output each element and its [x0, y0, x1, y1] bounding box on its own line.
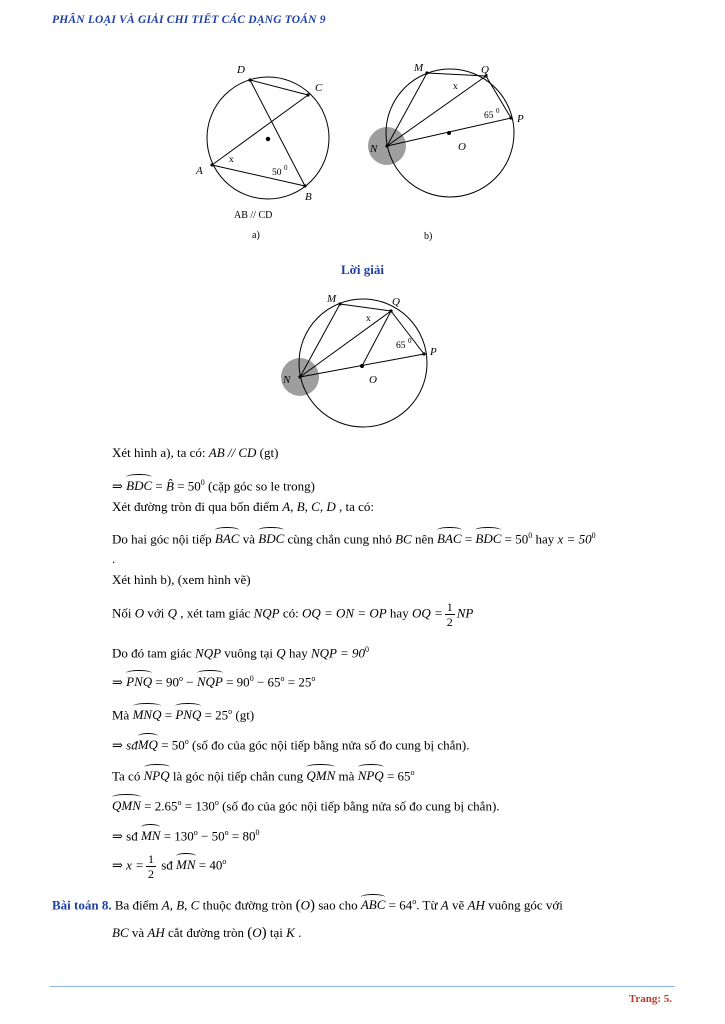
angle-label-s: 65 — [396, 341, 406, 351]
solution-title: Lời giải — [341, 262, 384, 277]
circle-s — [299, 299, 427, 427]
label-q-s: Q — [392, 296, 400, 308]
label-o-s: O — [369, 374, 377, 386]
label-x-a: x — [229, 155, 234, 165]
label-a: A — [196, 165, 203, 177]
label-x-s: x — [366, 314, 371, 324]
angle-deg-s: 0 — [408, 337, 412, 345]
sol-line-11: ⇒ sđMQ = $50^o$ (số đo của góc nội tiếp bằng nửa số đo cung bị chắn). — [112, 737, 470, 753]
sol-line-1: Xét hình a), ta có: AB // CD (gt) — [112, 445, 279, 460]
sol-line-13: QMN = $2.65^o = 130^o$ (số đo của góc nội tiếp bằng nửa số đo cung bị chắn). — [112, 798, 500, 814]
sol-line-9: ⇒ PNQ = $90^o$ − NQP = $90^0 - 65^o = 25^o$ — [112, 674, 316, 690]
page-header: PHÂN LOẠI VÀ GIẢI CHI TIẾT CÁC DẠNG TOÁN 9 — [52, 14, 326, 26]
sol-line-10: Mà MNQ = PNQ = $25^o$ (gt) — [112, 707, 255, 723]
footer-divider — [50, 986, 675, 987]
label-n-b: N — [370, 143, 378, 155]
label-n-s: N — [283, 374, 291, 386]
label-c: C — [315, 82, 323, 94]
label-p-b: P — [517, 113, 524, 125]
problem-8-line-2: BC và AH cắt đường tròn (O) tại K . — [112, 925, 302, 941]
label-q-b: Q — [481, 64, 489, 76]
sol-line-5: . — [112, 551, 116, 566]
sol-line-2: ⇒ BDC = B̂ = $50^0$ (cặp góc so le trong) — [112, 478, 315, 494]
sol-line-6: Xét hình b), (xem hình vẽ) — [112, 572, 251, 587]
label-x-b: x — [453, 82, 458, 92]
problem-lead: Bài toán 8. — [52, 897, 112, 913]
label-b: B — [305, 191, 312, 203]
sol-line-7: Nối O với Q , xét tam giác NQP có: OQ = ON = OP hay OQ = $\frac{1}{2}$ NP — [112, 600, 474, 629]
sol-line-14: ⇒ sđ MN = $130^o - 50^o = 80^0$ — [112, 828, 260, 844]
label-d: D — [237, 64, 245, 76]
sol-line-3: Xét đường tròn đi qua bốn điểm A, B, C, D , ta có: — [112, 499, 374, 514]
sol-line-8: Do đó tam giác NQP vuông tại Q hay NQP = $90^0$ — [112, 645, 370, 661]
label-p-s: P — [430, 346, 437, 358]
label-o-b: O — [458, 141, 466, 153]
segment-mq-s — [340, 304, 391, 311]
sol-line-12: Ta có NPQ là góc nội tiếp chắn cung QMN mà NPQ = $65^o$ — [112, 768, 415, 784]
label-m-b: M — [414, 62, 424, 74]
sol-line-4: Do hai góc nội tiếp BAC và BDC cùng chắn cung nhỏ BC nên BAC = BDC = $50^0$ hay $x = 50^0$ — [112, 531, 596, 547]
note-parallel: AB // CD — [234, 210, 273, 221]
angle-deg-b: 0 — [496, 107, 500, 115]
caption-a: a) — [252, 230, 260, 241]
angle-deg-a: 0 — [284, 164, 288, 172]
problem-8-line-1: Bài toán 8. Ba điểm A, B, C thuộc đường tròn (O) sao cho ABC = $64^o$. Từ A vẽ AH vuông góc với — [52, 897, 563, 914]
caption-b: b) — [424, 231, 433, 242]
angle-label-a: 50 — [272, 168, 282, 178]
sol-line-15: ⇒ x = $\frac{1}{2}$ sđ MN = $40^o$ — [112, 852, 227, 881]
segment-nq-s — [300, 311, 391, 377]
page-number: Trang: 5. — [628, 993, 672, 1005]
angle-label-b: 65 — [484, 111, 494, 121]
label-m-s: M — [327, 293, 337, 305]
